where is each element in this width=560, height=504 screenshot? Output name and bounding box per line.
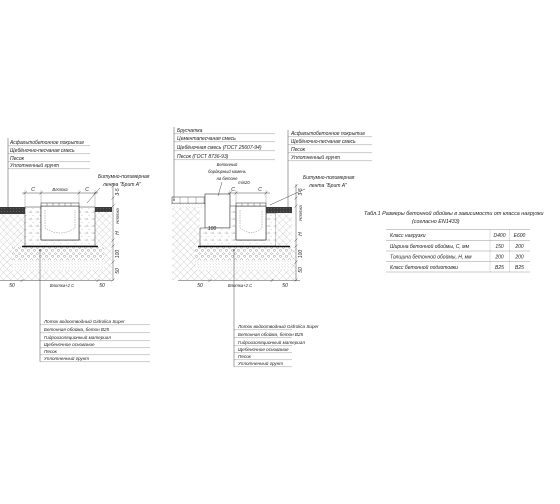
middle-curb-height-label: 100 xyxy=(207,226,217,232)
table-cell-d400: D400 xyxy=(493,233,506,239)
middle-surface-layer-label: Асфальтобетонное покрытие xyxy=(291,131,365,137)
left-drain-channel xyxy=(41,206,79,240)
left-width-dim-c: C xyxy=(85,187,89,193)
left-base-layer-label: Песок xyxy=(44,349,57,354)
table-cell-d400: 200 xyxy=(495,254,504,261)
left-surface-leader-dot xyxy=(7,208,9,210)
middle-curb-label: бордюрный камень xyxy=(208,169,246,174)
table-cell-d400: B25 xyxy=(495,264,504,271)
middle-surface-leader-dot xyxy=(287,208,289,210)
left-surface-layer-label: Уплотненный грунт xyxy=(10,163,60,169)
middle-base-layer-label: Лоток водоотводный Gidrolica Super xyxy=(238,324,319,329)
table-cell-d400: 150 xyxy=(495,243,504,250)
middle-paving-leader-dot xyxy=(173,199,175,201)
left-base-leader-dot xyxy=(39,249,41,251)
left-bottom-dim-label: Влотка+2 С xyxy=(49,283,75,288)
middle-surface-layer-label: Щебёночно-песчаная смесь xyxy=(291,139,356,145)
middle-gravel-base xyxy=(195,247,292,260)
middle-paving-layer-label: Песок (ГОСТ 8736-93) xyxy=(177,154,229,160)
middle-soil-right-side xyxy=(276,213,292,246)
left-surface-layer-label: Песок xyxy=(10,156,24,162)
table-title: Табл.1 Размеры бетонной обоймы в зависимости от класса нагрузки xyxy=(364,211,544,217)
middle-paving-layer-label: Цементапесчаная смесь xyxy=(177,136,236,142)
middle-bottom-dimension xyxy=(178,279,300,289)
middle-bottom-dim-label: 50 xyxy=(197,283,203,289)
middle-sand-layer xyxy=(195,260,292,270)
middle-height-dim-label: 50 xyxy=(298,267,304,273)
middle-bottom-dim-label: Влотка+2 С xyxy=(227,283,253,288)
middle-paving-layer-label: Брусчатка xyxy=(177,128,203,134)
middle-base-layer-label: Уплотненный грунт xyxy=(238,361,284,366)
left-bottom-dim-label: 50 xyxy=(99,283,105,289)
middle-paving-stones xyxy=(172,197,205,204)
left-base-layer-label: Уплотненный грунт xyxy=(44,356,90,361)
table-cell-e600: 200 xyxy=(515,254,524,261)
middle-base-layer-label: Щебеночное основание xyxy=(238,347,289,352)
left-height-dim-label: 50 xyxy=(115,268,121,274)
middle-height-dim-label: 3-5 xyxy=(298,188,304,196)
middle-tape-label: Битумно-полимерная xyxy=(303,175,355,181)
middle-curb-stone xyxy=(205,194,230,228)
left-section-drawing xyxy=(0,203,112,280)
left-width-dim-tray: Влотка xyxy=(52,187,68,192)
table-row-label: Ширина бетонной обоймы, С, мм xyxy=(390,243,470,250)
table-row-label: Класс бетонной подготовки xyxy=(390,264,458,271)
left-base-layer-label: Бетонная обойма, бетон В25 xyxy=(44,327,110,332)
left-surface-layer-label: Щебёночно-песчаная смесь xyxy=(10,148,75,154)
left-grating xyxy=(41,203,79,206)
middle-cement-sand-bed xyxy=(172,204,205,208)
left-height-dim-label: H xyxy=(115,231,121,235)
middle-width-dim-c: C xyxy=(231,187,235,193)
left-tape-label: лента "Брит А" xyxy=(103,182,141,188)
table-row-label: Класс нагрузки xyxy=(390,233,426,239)
left-tape-label: Битумно-полимерная xyxy=(98,174,150,180)
left-base-layer-label: Щебеночное основание xyxy=(44,342,95,347)
middle-base-layer-label: Песок xyxy=(238,354,251,359)
left-gravel-base xyxy=(12,247,104,260)
left-bottom-dim-label: 50 xyxy=(9,283,15,289)
middle-paving-layer-label: Щебёночная смесь (ГОСТ 25607-94) xyxy=(177,145,262,151)
left-surface-layer-label: Асфальтобетонное покрытие xyxy=(10,140,84,146)
middle-surface-layer-label: Песок xyxy=(291,147,305,153)
middle-curb-gap-label: min20 xyxy=(238,180,250,185)
table-cell-e600: 200 xyxy=(515,243,524,250)
middle-tape-label: лента "Брит А" xyxy=(309,183,347,189)
middle-height-dim-label: 100 xyxy=(298,249,304,259)
middle-surface-layer-label: Уплотненный грунт xyxy=(291,155,341,161)
middle-curb-label: на бетоне xyxy=(216,176,238,181)
left-height-dim-label: Нлотка xyxy=(115,208,120,224)
left-base-layer-label: Лоток водоотводный Gidrolica Super xyxy=(44,319,125,324)
middle-soil-left-side xyxy=(172,208,200,246)
middle-width-dim-c: C xyxy=(258,187,262,193)
middle-base-leader-dot xyxy=(233,249,235,251)
table-row-label: Толщина бетонной обоймы, H, мм xyxy=(390,254,472,261)
middle-grating xyxy=(236,203,266,206)
middle-base-layer-label: Бетонная обойма, бетон В25 xyxy=(238,332,304,337)
middle-curb-label: Бетонный xyxy=(216,162,238,167)
table-cell-e600: E600 xyxy=(513,233,526,239)
middle-height-dim-label: Нлотка xyxy=(298,205,303,221)
left-asphalt-left xyxy=(0,207,25,214)
middle-drain-channel xyxy=(236,206,266,240)
left-base-layer-label: Гидроизоляционный материал xyxy=(44,335,111,340)
middle-base-layer-label: Гидроизоляционный материал xyxy=(238,340,305,345)
left-sand-layer xyxy=(12,260,104,270)
left-soil-right-side xyxy=(95,212,112,246)
table-subtitle: (согласно EN1433) xyxy=(412,219,460,225)
left-asphalt-right xyxy=(95,207,112,212)
left-soil-left-side xyxy=(0,214,25,246)
left-height-dim-label: 100 xyxy=(115,249,121,259)
middle-bottom-dim-label: 50 xyxy=(282,283,288,289)
table-cell-e600: B25 xyxy=(515,264,524,271)
left-width-dim-c: C xyxy=(31,187,35,193)
left-height-dim-label: 3-5 xyxy=(115,188,121,196)
middle-height-dim-label: H xyxy=(298,232,304,236)
